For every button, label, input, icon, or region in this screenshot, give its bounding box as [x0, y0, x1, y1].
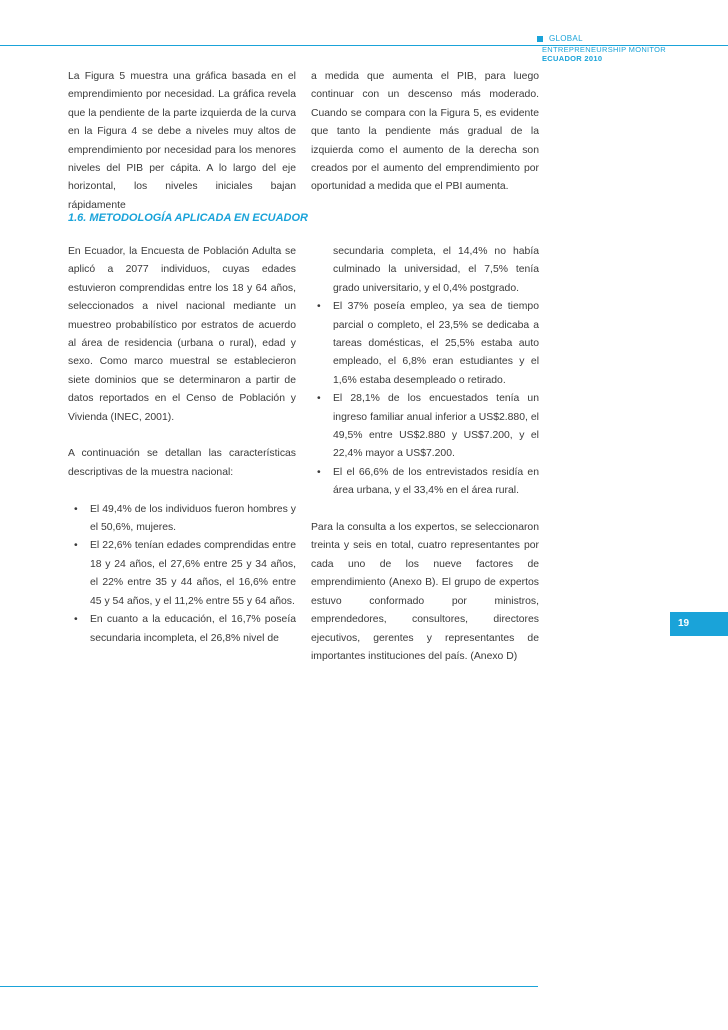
experts-paragraph: Para la consulta a los expertos, se seleccionaron treinta y seis en total, cuatro representantes por cada uno de los nueve factores de emprendimiento (Anexo B). El grupo de expertos estuvo conformado por ministros, emprendedores, consultores, directores ejecutivos, gerentes y representantes de importantes instituciones del país. (Anexo D) [311, 522, 539, 662]
intro-left-paragraph: La Figura 5 muestra una gráfica basada en el emprendimiento por necesidad. La gráfica revela que la pendiente de la parte izquierda de la curva en la Figura 4 se debe a niveles muy altos de emprendimiento por necesidad para los menores niveles del PIB per cápita. A lo largo del eje horizontal, los niveles iniciales bajan rápidamente [68, 71, 296, 211]
list-item: • El 28,1% de los encuestados tenía un ingreso familiar anual inferior a US$2.880, el 49,5% entre US$2.880 y US$7.200, y el 22,4% mayor a US$7.200. [311, 390, 539, 464]
bullet-icon: • [74, 503, 78, 515]
list-item: • El 37% poseía empleo, ya sea de tiempo parcial o completo, el 23,5% se dedicaba a tareas domésticas, el 25,5% estaba auto empleado, el 6,8% eran estudiantes y el 1,6% estaba desempleado o retirado. [311, 298, 539, 390]
header-title: GLOBAL [549, 34, 583, 43]
intro-right-column [311, 68, 539, 197]
sample-intro-paragraph: A continuación se detallan las características descriptivas de la muestra nacional: [68, 448, 296, 478]
page-number: 19 [670, 612, 728, 636]
bullet-icon: • [317, 301, 321, 313]
section-title: 1.6. METODOLOGÍA APLICADA EN ECUADOR [68, 212, 308, 224]
section-right-column [311, 243, 539, 666]
sample-bullet-list-right [311, 298, 539, 500]
intro-right-paragraph: a medida que aumenta el PIB, para luego continuar con un descenso más moderado. Cuando se compara con la Figura 5, es evidente que tanto la pendiente más gradual de la izquierda como el aumento de la derecha son creados por el aumento del emprendimiento por oportunidad a medida que el PBI aumenta. [311, 71, 539, 193]
sample-bullet-list-left [68, 501, 296, 648]
list-item: • El el 66,6% de los entrevistados residía en área urbana, y el 33,4% en el área rural. [311, 464, 539, 501]
methodology-paragraph: En Ecuador, la Encuesta de Población Adulta se aplicó a 2077 individuos, cuyas edades estuvieron comprendidas entre los 18 y 64 años, seleccionados a nivel nacional mediante un muestreo probabilístico por estratos de acuerdo al área de residencia (urbana o rural), edad y sexo. Como marco muestral se establecieron siete dominios que se determinaron a partir de datos reportados en el Censo de Población y Vivienda (INEC, 2001). [68, 246, 296, 423]
bullet-icon: • [74, 614, 78, 626]
footer-rule [0, 986, 538, 987]
bullet-icon: • [74, 540, 78, 552]
list-item: • En cuanto a la educación, el 16,7% poseía secundaria incompleta, el 26,8% nivel de [68, 611, 296, 648]
education-continuation: secundaria completa, el 14,4% no había culminado la universidad, el 7,5% tenía grado universitario, y el 0,4% postgrado. [333, 246, 539, 294]
header-line2: ENTREPRENEURSHIP MONITOR [542, 45, 667, 54]
report-header [537, 34, 697, 43]
header-subtitle [542, 45, 666, 63]
bullet-icon: • [317, 393, 321, 405]
bullet-icon: • [317, 466, 321, 478]
intro-left-column [68, 68, 296, 215]
header-square-icon [537, 36, 543, 42]
list-item: • El 22,6% tenían edades comprendidas entre 18 y 24 años, el 27,6% entre 25 y 34 años, el 22% entre 35 y 44 años, el 16,6% entre 45 y 54 años, y el 11,2% entre 55 y 64 años. [68, 537, 296, 611]
list-item: • El 49,4% de los individuos fueron hombres y el 50,6%, mujeres. [68, 501, 296, 538]
header-line3: ECUADOR 2010 [542, 54, 603, 63]
section-left-column [68, 243, 296, 648]
